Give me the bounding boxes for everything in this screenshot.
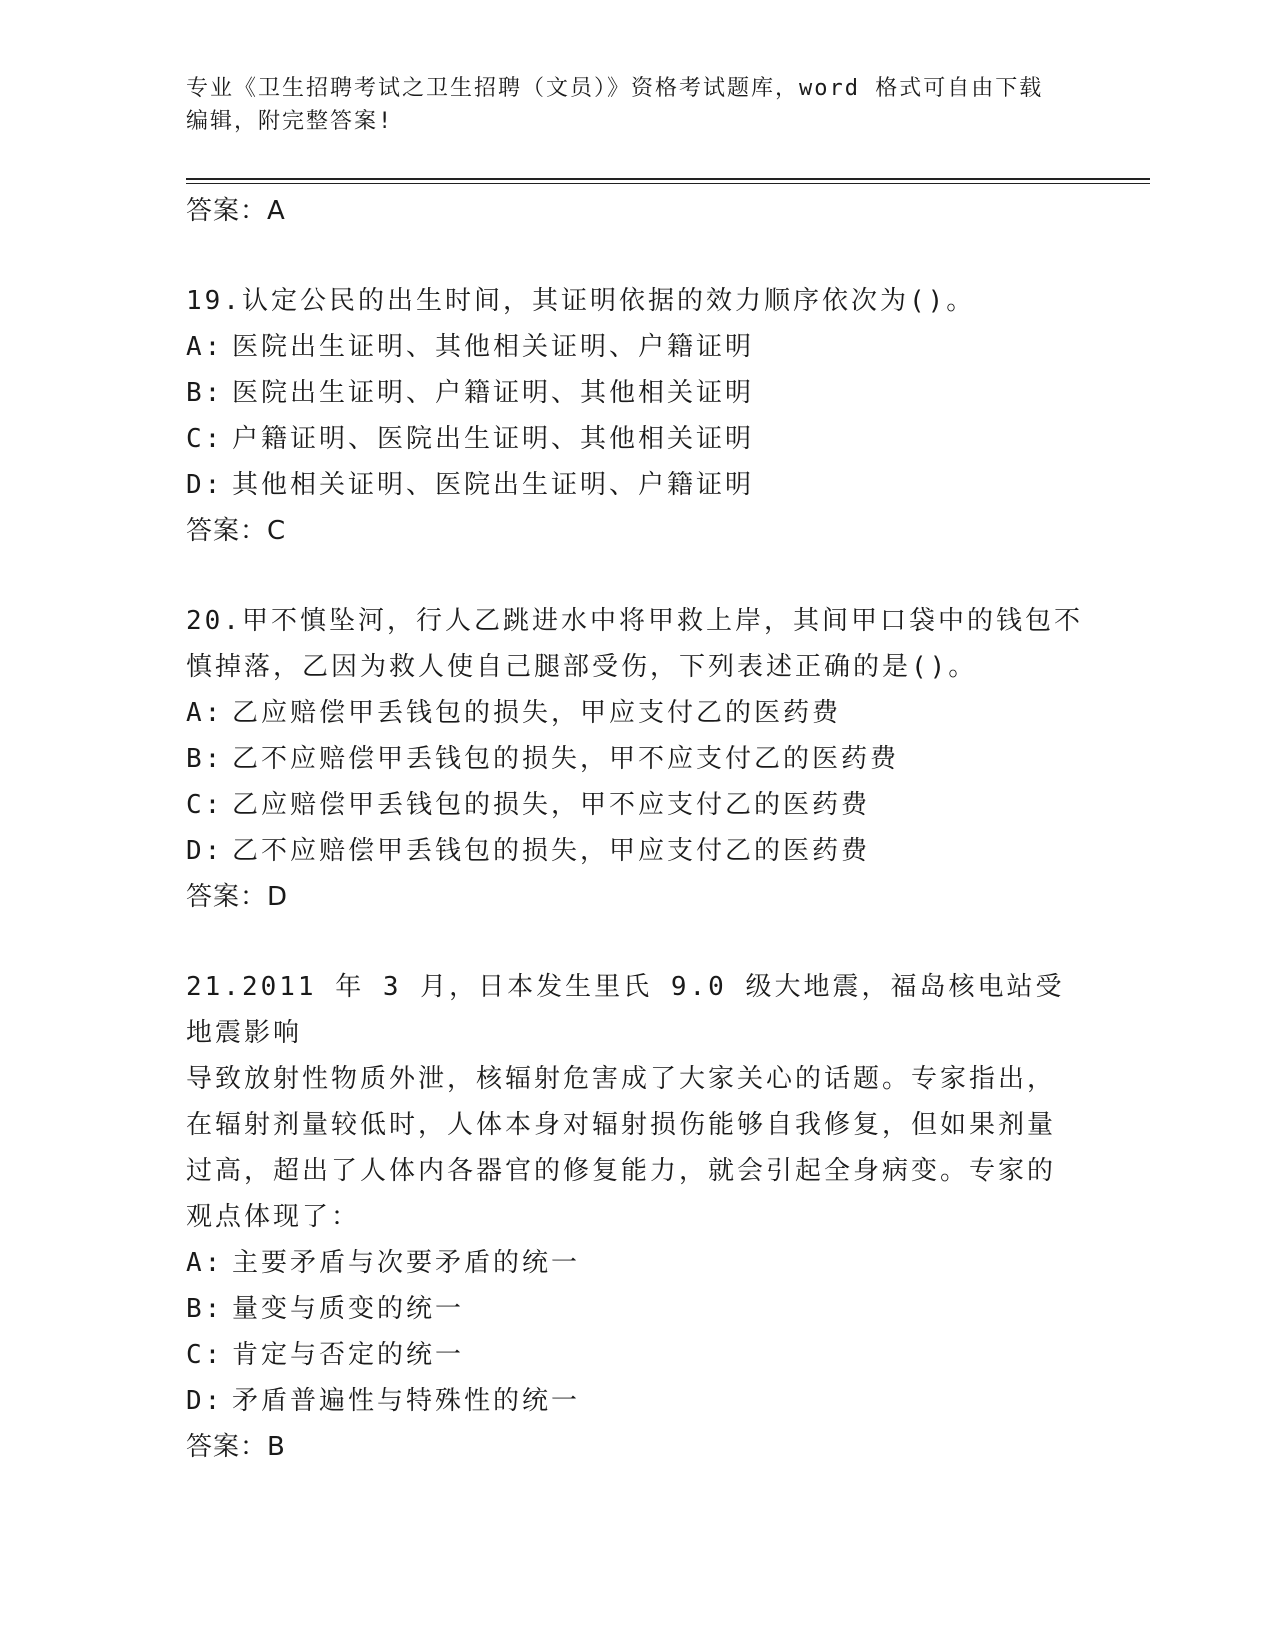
question-list [186, 188, 1086, 1470]
option-c: C: 户籍证明、医院出生证明、其他相关证明 [186, 424, 755, 454]
option-b: B: 量变与质变的统一 [186, 1294, 465, 1324]
option-b: B: 医院出生证明、户籍证明、其他相关证明 [186, 378, 755, 408]
header-line-2: 编辑，附完整答案! [186, 109, 394, 134]
option-a: A: 乙应赔偿甲丢钱包的损失，甲应支付乙的医药费 [186, 698, 842, 728]
previous-answer: 答案：A [186, 196, 286, 226]
question-19 [186, 278, 1086, 554]
question-text: 19.认定公民的出生时间，其证明依据的效力顺序依次为()。 [186, 286, 976, 316]
header-rule-thin [186, 183, 1150, 184]
option-d: D: 矛盾普遍性与特殊性的统一 [186, 1386, 581, 1416]
question-text-line-5: 观点体现了： [186, 1202, 361, 1232]
question-20 [186, 598, 1086, 920]
question-text-line-2: 慎掉落，乙因为救人使自己腿部受伤，下列表述正确的是()。 [186, 652, 978, 682]
answer: 答案：B [186, 1432, 286, 1462]
question-text-line-2: 导致放射性物质外泄，核辐射危害成了大家关心的话题。专家指出， [186, 1064, 1057, 1094]
header-rule-thick [186, 178, 1150, 180]
option-d: D: 其他相关证明、医院出生证明、户籍证明 [186, 470, 755, 500]
option-c: C: 肯定与否定的统一 [186, 1340, 465, 1370]
option-a: A: 医院出生证明、其他相关证明、户籍证明 [186, 332, 755, 362]
option-b: B: 乙不应赔偿甲丢钱包的损失，甲不应支付乙的医药费 [186, 744, 900, 774]
question-text-line-3: 在辐射剂量较低时，人体本身对辐射损伤能够自我修复，但如果剂量 [186, 1110, 1057, 1140]
option-d: D: 乙不应赔偿甲丢钱包的损失，甲应支付乙的医药费 [186, 836, 871, 866]
header-line-1: 专业《卫生招聘考试之卫生招聘（文员）》资格考试题库，word 格式可自由下载 [186, 76, 1044, 101]
answer: 答案：D [186, 882, 289, 912]
question-text-line-1: 21.2011 年 3 月，日本发生里氏 9.0 级大地震，福岛核电站受地震影响 [186, 972, 1065, 1048]
question-text-line-1: 20.甲不慎坠河，行人乙跳进水中将甲救上岸，其间甲口袋中的钱包不 [186, 606, 1083, 636]
question-21 [186, 964, 1086, 1470]
document-header [186, 72, 1086, 138]
question-text-line-4: 过高，超出了人体内各器官的修复能力，就会引起全身病变。专家的 [186, 1156, 1057, 1186]
option-c: C: 乙应赔偿甲丢钱包的损失，甲不应支付乙的医药费 [186, 790, 871, 820]
answer: 答案：C [186, 516, 287, 546]
option-a: A: 主要矛盾与次要矛盾的统一 [186, 1248, 581, 1278]
